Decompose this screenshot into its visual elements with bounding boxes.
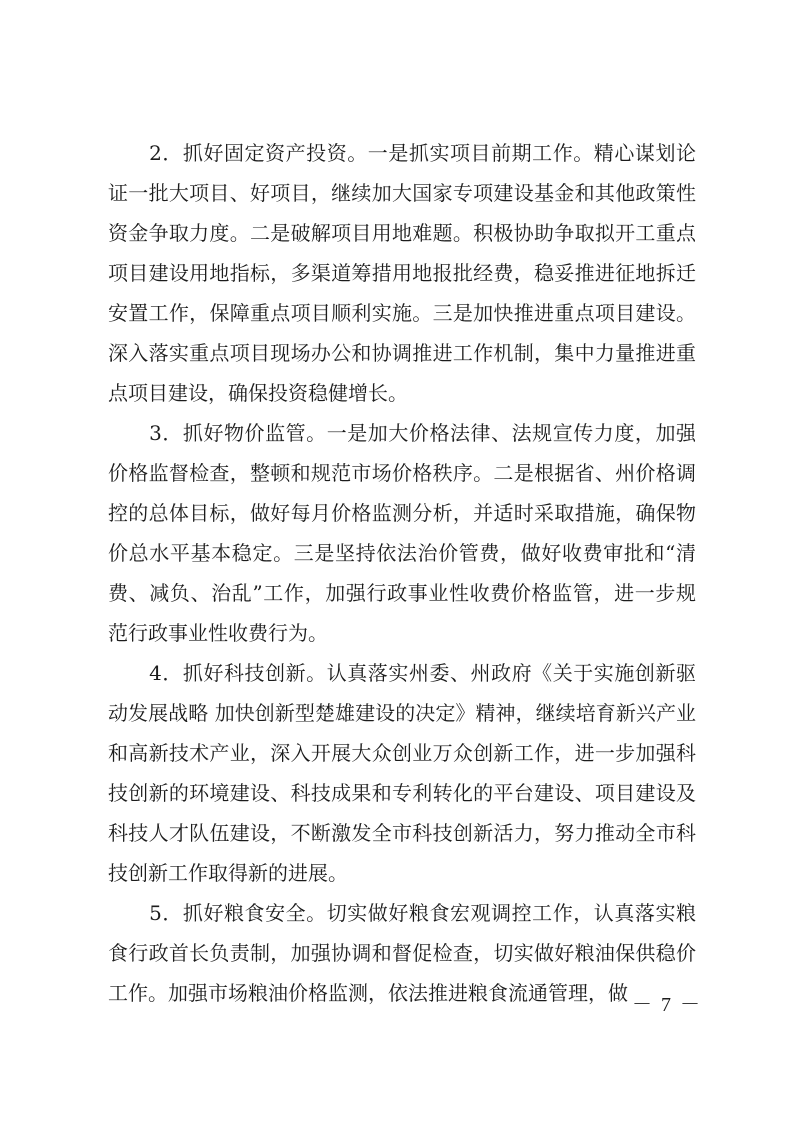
- page-number: － 7 －: [632, 994, 702, 1016]
- paragraph-grain-security: 5．抓好粮食安全。切实做好粮食宏观调控工作，认真落实粮食行政首长负责制，加强协调和督促检查，切实做好粮油保供稳价工作。加强市场粮油价格监测，依法推进粮食流通管理，做: [108, 901, 696, 1005]
- document-body: [108, 133, 696, 1013]
- paragraph-price-supervision: 3．抓好物价监管。一是加大价格法律、法规宣传力度，加强价格监督检查，整顿和规范市场价格秩序。二是根据省、州价格调控的总体目标，做好每月价格监测分析，并适时采取措施，确保物价总水平基本稳定。三是坚持依法治价管费，做好收费审批和“清费、减负、治乱”工作，加强行政事业性收费价格监管，进一步规范行政事业性收费行为。: [108, 421, 696, 645]
- paragraph-technology-innovation: 4．抓好科技创新。认真落实州委、州政府《关于实施创新驱动发展战略 加快创新型楚雄建设的决定》精神，继续培育新兴产业和高新技术产业，深入开展大众创业万众创新工作，进一步加强科技创新的环境建设、科技成果和专利转化的平台建设、项目建设及科技人才队伍建设，不断激发全市科技创新活力，努力推动全市科技创新工作取得新的进展。: [108, 661, 696, 885]
- paragraph-fixed-asset-investment: 2．抓好固定资产投资。一是抓实项目前期工作。精心谋划论证一批大项目、好项目，继续加大国家专项建设基金和其他政策性资金争取力度。二是破解项目用地难题。积极协助争取拟开工重点项目建设用地指标，多渠道筹措用地报批经费，稳妥推进征地拆迁安置工作，保障重点项目顺利实施。三是加快推进重点项目建设。深入落实重点项目现场办公和协调推进工作机制，集中力量推进重点项目建设，确保投资稳健增长。: [108, 141, 696, 405]
